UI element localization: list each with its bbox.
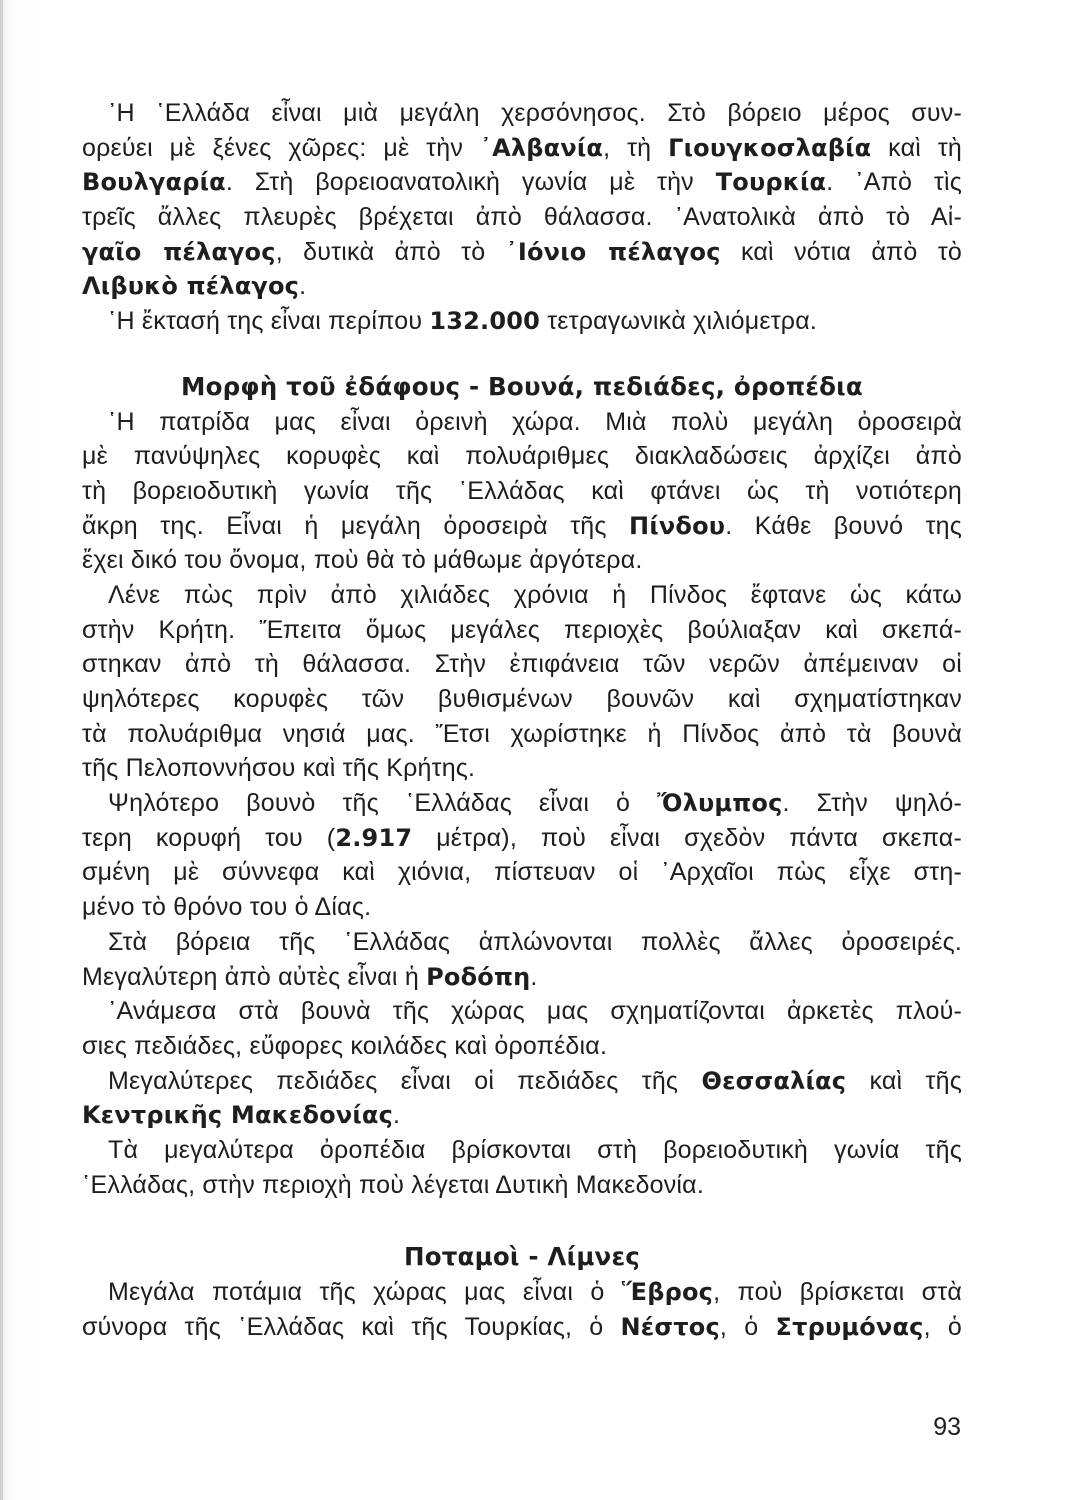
place-name: Θεσσαλίας [701,1066,847,1095]
text-line: Βουλγαρία. Στὴ βορειοανατολικὴ γωνία μὲ τὴν Τουρκία. ᾽Απὸ τὶς [82,168,963,197]
place-name: Γιουγκοσλαβία [668,133,872,162]
text-line: Μεγαλύτερες πεδιάδες εἶναι οἱ πεδιάδες τῆς Θεσσαλίας καὶ τῆς [108,1066,962,1095]
text-line: στὴν Κρήτη. Ἔπειτα ὅμως μεγάλες περιοχὲς βούλιαξαν καὶ σκεπά- [82,615,962,644]
text-line: Μεγαλύτερη ἀπὸ αὐτὲς εἶναι ἡ Ροδόπη. [82,962,538,991]
text-line: Τὰ μεγαλύτερα ὀροπέδια βρίσκονται στὴ βορειοδυτικὴ γωνία τῆς [108,1135,962,1164]
page-binding-edge [0,0,3,1500]
height-value: 2.917 [335,823,413,852]
place-name: Ροδόπη [426,962,531,991]
text-line: ἄκρη της. Εἶναι ἡ μεγάλη ὀροσειρὰ τῆς Πίνδου. Κάθε βουνό της [82,511,962,540]
text-line: Μεγάλα ποτάμια τῆς χώρας μας εἶναι ὁ Ἕβρος, ποὺ βρίσκεται στὰ [108,1278,962,1306]
body-text [82,96,962,1344]
text-line: Κεντρικῆς Μακεδονίας. [82,1101,401,1130]
text-line: μένο τὸ θρόνο του ὁ Δίας. [82,893,372,922]
place-name: Βουλγαρία [82,168,226,197]
section-heading: Ποταμοὶ - Λίμνες [403,1242,641,1272]
text-line: ᾽Ανάμεσα στὰ βουνὰ τῆς χώρας μας σχηματίζονται ἀρκετὲς πλού- [108,997,962,1026]
text-line: σιες πεδιάδες, εὔφορες κοιλάδες καὶ ὀροπέδια. [82,1031,608,1060]
text-line: τρεῖς ἄλλες πλευρὲς βρέχεται ἀπὸ θάλασσα. ᾽Ανατολικὰ ἀπὸ τὸ Αἰ- [82,203,962,232]
page-number: 93 [933,1413,961,1441]
place-name: Κεντρικῆς Μακεδονίας [82,1101,394,1130]
text-line: τερη κορυφή του (2.917 μέτρα), ποὺ εἶναι σχεδὸν πάντα σκεπα- [82,823,962,852]
text-line: Λένε πὼς πρὶν ἀπὸ χιλιάδες χρόνια ἡ Πίνδος ἔφτανε ὡς κάτω [108,580,962,609]
place-name: Λιβυκὸ πέλαγος [82,272,300,301]
text-line: γαῖο πέλαγος, δυτικὰ ἀπὸ τὸ ᾽Ιόνιο πέλαγος καὶ νότια ἀπὸ τὸ [82,237,963,266]
text-line: τὰ πολυάριθμα νησιά μας. Ἔτσι χωρίστηκε ἡ Πίνδος ἀπὸ τὰ βουνὰ [82,719,962,748]
text-line: σύνορα τῆς ῾Ελλάδας καὶ τῆς Τουρκίας, ὁ Νέστος, ὁ Στρυμόνας, ὁ [82,1312,962,1341]
text-line: Στὰ βόρεια τῆς ῾Ελλάδας ἁπλώνονται πολλὲς ἄλλες ὀροσειρές. [108,927,962,956]
spacer [82,339,962,370]
spacer [82,1202,962,1240]
text-line: σμένη μὲ σύννεφα καὶ χιόνια, πίστευαν οἱ ᾽Αρχαῖοι πὼς εἶχε στη- [82,858,962,887]
place-name: ᾽Ιόνιο πέλαγος [505,237,721,266]
text-line: ψηλότερες κορυφὲς τῶν βυθισμένων βουνῶν καὶ σχηματίστηκαν [82,685,962,713]
place-name: γαῖο πέλαγος [82,237,276,266]
text-line: ᾽Η ῾Ελλάδα εἶναι μιὰ μεγάλη χερσόνησος. Στὸ βόρειο μέρος συν- [108,99,962,127]
river-name: Ἕβρος [621,1278,714,1306]
text-line: μὲ πανύψηλες κορυφὲς καὶ πολυάριθμες διακλαδώσεις ἀρχίζει ἀπὸ [82,442,962,471]
text-line: Λιβυκὸ πέλαγος. [82,272,307,301]
place-name: ᾽Αλβανία [479,133,604,162]
river-name: Νέστος [620,1312,720,1341]
text-line: ῾Η πατρίδα μας εἶναι ὀρεινὴ χώρα. Μιὰ πολὺ μεγάλη ὀροσειρὰ [108,407,962,436]
text-line: τῆς Πελοποννήσου καὶ τῆς Κρήτης. [82,754,476,783]
section-heading: Μορφὴ τοῦ ἐδάφους - Βουνά, πεδιάδες, ὀροπέδια [181,371,863,401]
text-line: Ψηλότερο βουνὸ τῆς ῾Ελλάδας εἶναι ὁ Ὄλυμπος. Στὴν ψηλό- [108,789,962,818]
text-line: ῾Η ἔκτασή της εἶναι περίπου 132.000 τετραγωνικὰ χιλιόμετρα. [108,307,818,336]
text-line: ορεύει μὲ ξένες χῶρες: μὲ τὴν ᾽Αλβανία, τὴ Γιουγκοσλαβία καὶ τὴ [82,133,963,162]
text-line: τὴ βορειοδυτικὴ γωνία τῆς ῾Ελλάδας καὶ φτάνει ὡς τὴ νοτιότερη [82,476,962,505]
river-name: Στρυμόνας [775,1312,924,1341]
text-line: ῾Ελλάδας, στὴν περιοχὴ ποὺ λέγεται Δυτικὴ Μακεδονία. [82,1170,704,1199]
place-name: Τουρκία [715,168,827,197]
place-name: Ὄλυμπος [657,789,783,818]
area-value: 132.000 [429,307,541,336]
text-line: στηκαν ἀπὸ τὴ θάλασσα. Στὴν ἐπιφάνεια τῶν νερῶν ἀπέμειναν οἱ [82,650,962,679]
text-line: ἔχει δικό του ὄνομα, ποὺ θὰ τὸ μάθωμε ἀργότερα. [82,546,643,575]
place-name: Πίνδου [629,511,726,540]
